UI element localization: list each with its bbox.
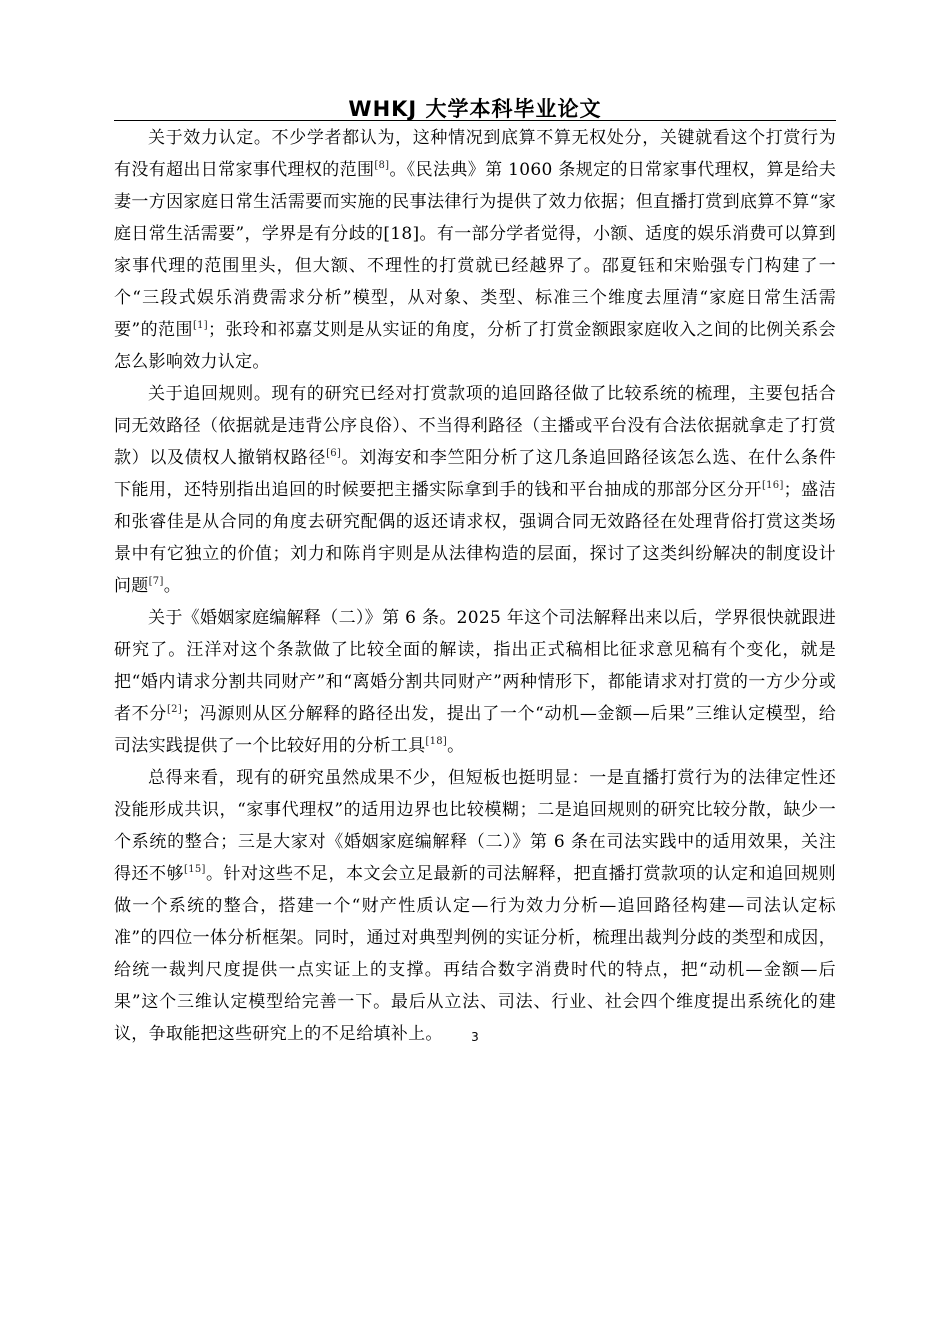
paragraph-recovery-rules xyxy=(114,378,836,602)
paragraph-text: ；张玲和祁嘉艾则是从实证的角度，分析了打赏金额跟家庭收入之间的比例关系会怎么影响效力认定。 xyxy=(114,320,836,372)
paragraph-text: ；盛洁和张睿佳是从合同的角度去研究配偶的返还请求权，强调合同无效路径在处理背俗打赏这类场景中有它独立的价值；刘力和陈肖宇则是从法律构造的层面，探讨了这类纠纷解决的制度设计问题 xyxy=(114,480,836,596)
paragraph-text: 总得来看，现有的研究虽然成果不少，但短板也挺明显：一是直播打赏行为的法律定性还没能形成共识，“家事代理权”的适用边界也比较模糊；二是追回规则的研究比较分散，缺少一个系统的整合；三是大家对《婚姻家庭编解释（二）》第 6 条在司法实践中的适用效果，关注得还不够 xyxy=(114,768,836,884)
citation-marker: [18] xyxy=(425,736,448,747)
body-text xyxy=(114,122,836,1050)
paragraph-judicial-interpretation xyxy=(114,602,836,762)
paragraph-text: 。《民法典》第 1060 条规定的日常家事代理权，算是给夫妻一方因家庭日常生活需要而实施的民事法律行为提供了效力依据；但直播打赏到底算不算“家庭日常生活需要”，学界是有分歧的[18]。有一部分学者觉得，小额、适度的娱乐消费可以算到家事代理的范围里头，但大额、不理性的打赏就已经越界了。邵夏钰和宋贻强专门构建了一个“三段式娱乐消费需求分析”模型，从对象、类型、标准三个维度去厘清“家庭日常生活需要”的范围 xyxy=(114,160,836,340)
citation-marker: [1] xyxy=(192,320,209,331)
header-rule xyxy=(114,120,836,121)
paragraph-text: 关于《婚姻家庭编解释（二）》第 6 条。2025 年这个司法解释出来以后，学界很快就跟进研究了。汪洋对这个条款做了比较全面的解读，指出正式稿相比征求意见稿有个变化，就是把“婚内请求分割共同财产”和“离婚分割共同财产”两种情形下，都能请求对打赏的一方少分或者不分 xyxy=(114,608,836,724)
citation-marker: [2] xyxy=(166,704,183,715)
paragraph-summary xyxy=(114,762,836,1050)
page-number: 3 xyxy=(471,1030,479,1044)
document-header: WHKJ 大学本科毕业论文 xyxy=(348,97,602,121)
citation-marker: [7] xyxy=(148,576,164,587)
paragraph-effect-determination xyxy=(114,122,836,378)
paragraph-text: 。刘海安和李竺阳分析了这几条追回路径该怎么选、在什么条件下能用，还特别指出追回的时候要把主播实际拿到手的钱和平台抽成的那部分区分开 xyxy=(114,448,836,500)
citation-marker: [8] xyxy=(374,160,390,171)
paragraph-text: 关于效力认定。不少学者都认为，这种情况到底算不算无权处分，关键就看这个打赏行为有没有超出日常家事代理权的范围 xyxy=(114,128,836,180)
citation-marker: [16] xyxy=(761,480,784,491)
paragraph-text: 关于追回规则。现有的研究已经对打赏款项的追回路径做了比较系统的梳理，主要包括合同无效路径（依据就是违背公序良俗）、不当得利路径（主播或平台没有合法依据就拿走了打赏款）以及债权人撤销权路径 xyxy=(114,384,836,468)
citation-marker: [6] xyxy=(326,448,342,459)
paragraph-text: ；冯源则从区分解释的路径出发，提出了一个“动机—金额—后果”三维认定模型，给司法实践提供了一个比较好用的分析工具 xyxy=(114,704,836,756)
paragraph-text: 。 xyxy=(447,736,465,756)
citation-marker: [15] xyxy=(184,864,206,875)
paragraph-text: 。针对这些不足，本文会立足最新的司法解释，把直播打赏款项的认定和追回规则做一个系统的整合，搭建一个“财产性质认定—行为效力分析—追回路径构建—司法认定标准”的四位一体分析框架。同时，通过对典型判例的实证分析，梳理出裁判分歧的类型和成因，给统一裁判尺度提供一点实证上的支撑。再结合数字消费时代的特点，把“动机—金额—后果”这个三维认定模型给完善一下。最后从立法、司法、行业、社会四个维度提出系统化的建议，争取能把这些研究上的不足给填补上。 xyxy=(114,864,836,1044)
paragraph-text: 。 xyxy=(163,576,181,596)
